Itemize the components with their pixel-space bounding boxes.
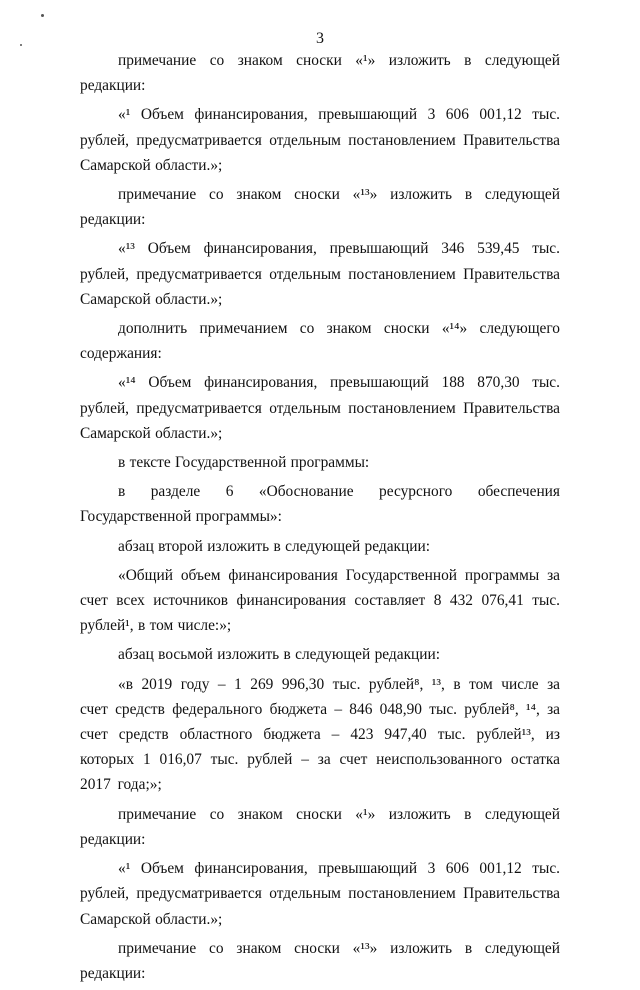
page-number: 3 <box>316 30 324 47</box>
paragraph: примечание со знаком сноски «¹» изложить в следующей редакции: <box>80 805 560 848</box>
paragraph: «¹ Объем финансирования, превышающий 3 606 001,12 тыс. рублей, предусматривается отдельным постановлением Правительства Самарской области.»; <box>80 860 560 928</box>
paragraph: в разделе 6 «Обоснование ресурсного обеспечения Государственной программы»: <box>80 483 560 526</box>
paragraph: «¹³ Объем финансирования, превышающий 346 539,45 тыс. рублей, предусматривается отдельным постановлением Правительства Самарской области.»; <box>80 240 560 308</box>
paragraph: дополнить примечанием со знаком сноски «¹⁴» следующего содержания: <box>80 320 560 363</box>
paragraph: абзац восьмой изложить в следующей редакции: <box>118 646 441 664</box>
document-body <box>80 48 560 990</box>
paragraph: «в 2019 году – 1 269 996,30 тыс. рублей⁸, ¹³, в том числе за счет средств федерального бюджета – 846 048,90 тыс. рублей⁸, ¹⁴, за счет средств областного бюджета – 423 947,40 тыс. рублей¹³, из которых 1 016,07 тыс. рублей – за счет неиспользованного остатка 2017 года;»; <box>80 675 560 794</box>
paragraph: примечание со знаком сноски «¹» изложить в следующей редакции: <box>80 52 560 95</box>
paragraph: примечание со знаком сноски «¹³» изложить в следующей редакции: <box>80 186 560 229</box>
paragraph: примечание со знаком сноски «¹³» изложить в следующей редакции: <box>80 939 560 982</box>
paragraph: «Общий объем финансирования Государственной программы за счет всех источников финансирования составляет 8 432 076,41 тыс. рублей¹, в том числе:»; <box>80 566 560 635</box>
paragraph: «¹⁴ Объем финансирования, превышающий 188 870,30 тыс. рублей, предусматривается отдельным постановлением Правительства Самарской области.»; <box>80 374 560 442</box>
paragraph: «¹ Объем финансирования, превышающий 3 606 001,12 тыс. рублей, предусматривается отдельным постановлением Правительства Самарской области.»; <box>80 106 560 174</box>
paragraph: в тексте Государственной программы: <box>118 454 370 472</box>
scan-speck <box>41 14 44 17</box>
paragraph: абзац второй изложить в следующей редакции: <box>118 537 430 555</box>
